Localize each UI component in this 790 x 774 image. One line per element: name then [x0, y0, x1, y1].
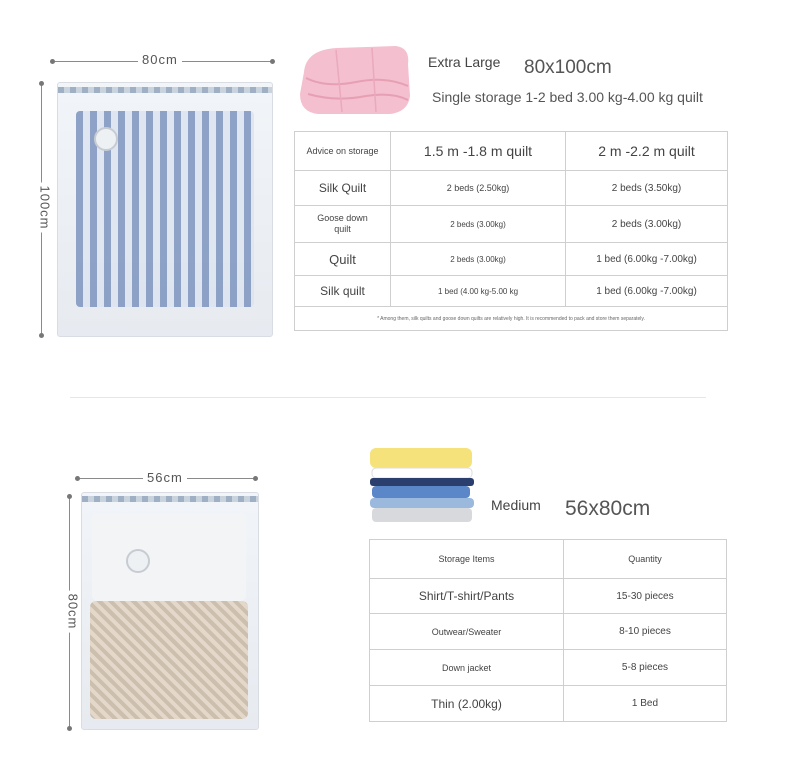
table-row — [295, 171, 728, 206]
xl-row-label: Silk Quilt — [295, 171, 391, 206]
xl-row-col1: 2 beds (3.00kg) — [391, 243, 566, 276]
m-width-dimension-start — [75, 476, 80, 481]
m-table-header-row — [370, 540, 727, 579]
m-table-header-items: Storage Items — [370, 540, 564, 579]
m-table-header-quantity: Quantity — [564, 540, 727, 579]
m-bag-valve — [126, 549, 150, 573]
m-row-item: Outwear/Sweater — [370, 614, 564, 650]
xl-capacity-text: Single storage 1-2 bed 3.00 kg-4.00 kg quilt — [432, 89, 703, 105]
xl-width-dimension-end — [270, 59, 275, 64]
xl-table-header-row — [295, 132, 728, 171]
table-row — [370, 650, 727, 686]
xl-bag-zipper — [58, 87, 272, 93]
xl-table-header-col1: 1.5 m -1.8 m quilt — [391, 132, 566, 171]
xl-row-col1: 1 bed (4.00 kg-5.00 kg — [391, 276, 566, 307]
m-size-name: Medium — [491, 497, 541, 513]
xl-bag-valve — [94, 127, 118, 151]
xl-table-header-col2: 2 m -2.2 m quilt — [566, 132, 728, 171]
folded-clothes-image — [366, 444, 478, 528]
table-row — [295, 206, 728, 243]
xl-table-header-advice: Advice on storage — [295, 132, 391, 171]
m-storage-table — [369, 539, 727, 722]
xl-row-label: Quilt — [295, 243, 391, 276]
m-row-quantity: 15-30 pieces — [564, 579, 727, 614]
m-width-label: 56cm — [143, 470, 187, 485]
xl-width-dimension-start — [50, 59, 55, 64]
xl-row-col2: 1 bed (6.00kg -7.00kg) — [566, 243, 728, 276]
xl-row-col2: 1 bed (6.00kg -7.00kg) — [566, 276, 728, 307]
m-row-quantity: 1 Bed — [564, 686, 727, 722]
table-row — [370, 686, 727, 722]
m-knit-sweater — [90, 601, 248, 719]
xl-storage-table — [294, 131, 728, 331]
xl-height-dimension-end — [39, 333, 44, 338]
m-row-item: Thin (2.00kg) — [370, 686, 564, 722]
xl-row-label: Silk quilt — [295, 276, 391, 307]
m-bag-zipper — [82, 496, 258, 502]
section-divider — [70, 397, 706, 398]
m-height-dimension-end — [67, 726, 72, 731]
table-row — [295, 243, 728, 276]
m-row-quantity: 5-8 pieces — [564, 650, 727, 686]
xl-row-col2: 2 beds (3.50kg) — [566, 171, 728, 206]
xl-table-footnote: * Among them, silk quilts and goose down quilts are relatively high. It is recommended to pack and store them separately. — [295, 307, 728, 331]
m-vacuum-bag-image — [81, 492, 259, 730]
table-row — [370, 579, 727, 614]
pink-quilt-image — [296, 42, 414, 118]
xl-row-label: Goose down quilt — [295, 206, 391, 243]
m-row-item: Down jacket — [370, 650, 564, 686]
m-width-dimension-end — [253, 476, 258, 481]
xl-row-col1: 2 beds (3.00kg) — [391, 206, 566, 243]
m-white-garment — [92, 513, 246, 601]
xl-row-col1: 2 beds (2.50kg) — [391, 171, 566, 206]
table-row — [295, 276, 728, 307]
m-size-dims: 56x80cm — [565, 497, 651, 520]
xl-height-dimension-start — [39, 81, 44, 86]
xl-size-dims: 80x100cm — [524, 57, 612, 78]
xl-width-label: 80cm — [138, 52, 182, 67]
xl-row-col2: 2 beds (3.00kg) — [566, 206, 728, 243]
xl-table-footnote-row — [295, 307, 728, 331]
table-row — [370, 614, 727, 650]
m-row-item: Shirt/T-shirt/Pants — [370, 579, 564, 614]
xl-size-name: Extra Large — [428, 54, 501, 70]
m-row-quantity: 8-10 pieces — [564, 614, 727, 650]
m-height-dimension-start — [67, 494, 72, 499]
xl-height-label: 100cm — [38, 182, 53, 232]
xl-vacuum-bag-image — [57, 82, 273, 337]
m-height-label: 80cm — [65, 591, 80, 633]
